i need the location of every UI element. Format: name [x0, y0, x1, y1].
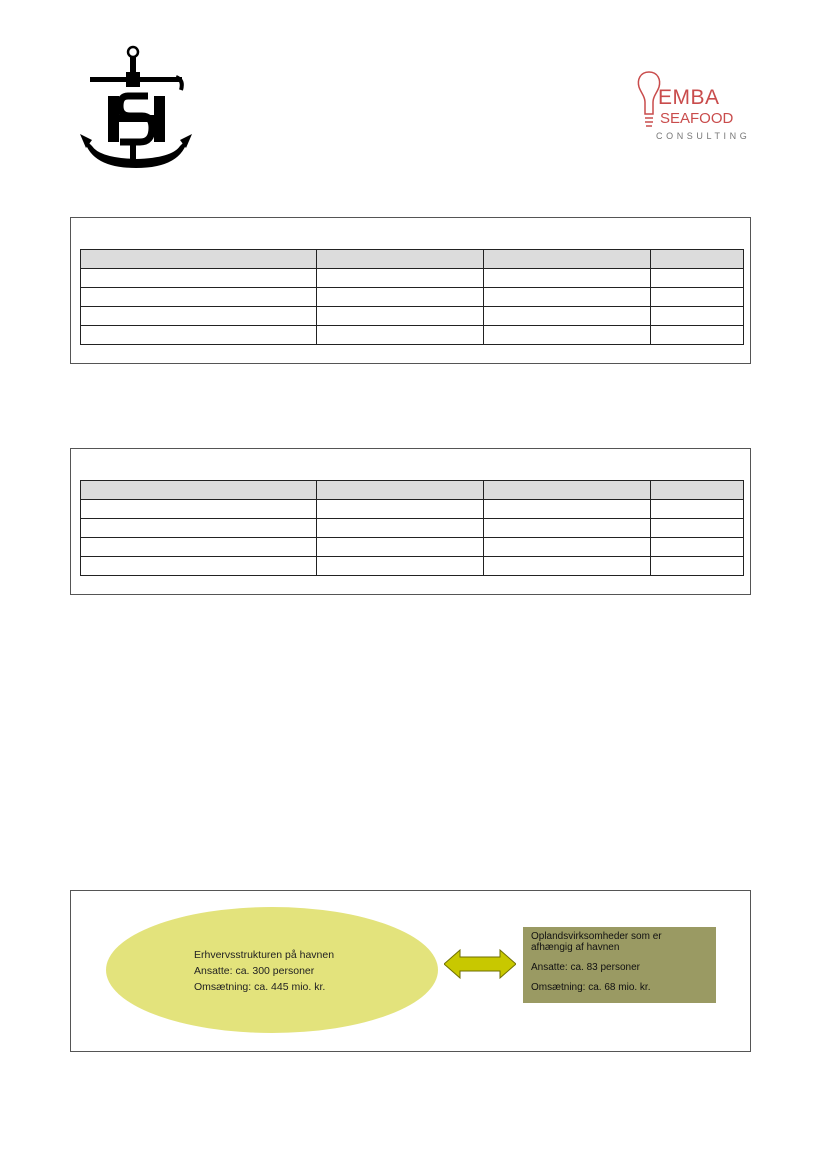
data-table-2 [80, 480, 744, 576]
table-cell [317, 326, 484, 345]
table-cell [484, 519, 651, 538]
table-cell [484, 288, 651, 307]
table-cell [484, 557, 651, 576]
table-row [81, 269, 744, 288]
anchor-hs-monogram-icon [80, 44, 192, 172]
table-row [81, 288, 744, 307]
table-cell [317, 519, 484, 538]
table-cell [484, 307, 651, 326]
table-cell [317, 500, 484, 519]
table-cell [651, 519, 744, 538]
data-table-1 [80, 249, 744, 345]
table-row [81, 557, 744, 576]
box-title-line1: Oplandsvirksomheder som er [531, 931, 662, 942]
table-cell [317, 538, 484, 557]
header-cell [81, 481, 317, 500]
ellipse-employees: Ansatte: ca. 300 personer [194, 965, 315, 977]
header-cell [651, 250, 744, 269]
table-cell [651, 557, 744, 576]
header-cell [317, 481, 484, 500]
table-cell [81, 557, 317, 576]
table-cell [81, 538, 317, 557]
emba-seafood-logo [636, 70, 752, 144]
table-cell [81, 326, 317, 345]
table-row [81, 307, 744, 326]
dependent-businesses-box [523, 927, 716, 1003]
harbour-structure-ellipse [106, 907, 438, 1033]
table-cell [317, 269, 484, 288]
anchor-logo [80, 44, 192, 172]
table-cell [651, 500, 744, 519]
header-cell [484, 250, 651, 269]
table-header-row [81, 481, 744, 500]
header-cell [81, 250, 317, 269]
table-cell [651, 538, 744, 557]
table-cell [81, 307, 317, 326]
table-row [81, 519, 744, 538]
table-cell [651, 269, 744, 288]
table-cell [484, 538, 651, 557]
ellipse-title: Erhvervsstrukturen på havnen [194, 949, 335, 961]
table-row [81, 538, 744, 557]
logo-seafood-text: SEAFOOD [660, 110, 734, 127]
table-cell [81, 288, 317, 307]
table-cell [484, 500, 651, 519]
table-cell [651, 288, 744, 307]
logo-consulting-text: CONSULTING [656, 131, 751, 141]
logo-emba-text: EMBA [658, 86, 720, 109]
table-cell [81, 500, 317, 519]
table-cell [651, 307, 744, 326]
header-cell [317, 250, 484, 269]
table-frame-2 [70, 448, 751, 595]
table-header-row [81, 250, 744, 269]
table-cell [81, 519, 317, 538]
table-row [81, 326, 744, 345]
table-frame-1 [70, 217, 751, 364]
diagram-frame [70, 890, 751, 1052]
box-title-line2: afhængig af havnen [531, 942, 620, 953]
table-row [81, 500, 744, 519]
header-cell [484, 481, 651, 500]
box-turnover: Omsætning: ca. 68 mio. kr. [531, 982, 651, 993]
table-cell [81, 269, 317, 288]
box-employees: Ansatte: ca. 83 personer [531, 962, 640, 973]
header-cell [651, 481, 744, 500]
table-cell [651, 326, 744, 345]
table-cell [317, 307, 484, 326]
table-cell [484, 326, 651, 345]
table-cell [317, 557, 484, 576]
table-cell [317, 288, 484, 307]
table-cell [484, 269, 651, 288]
ellipse-turnover: Omsætning: ca. 445 mio. kr. [194, 981, 326, 993]
double-arrow-icon [444, 949, 516, 979]
